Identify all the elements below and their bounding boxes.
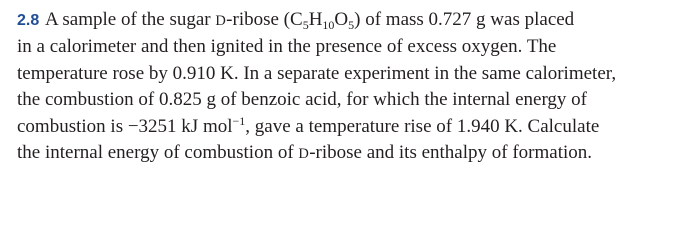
- text-fragment: O: [334, 9, 349, 30]
- text-fragment: -ribose (C: [226, 9, 303, 30]
- problem-line-4: the combustion of 0.825 g of benzoic acid, for which the internal energy of: [17, 89, 588, 111]
- small-caps-d: D: [298, 146, 310, 163]
- problem-line-6: [17, 140, 679, 167]
- text-fragment: combustion is −3251 kJ mol: [17, 115, 233, 137]
- subscript: 5: [302, 18, 309, 32]
- subscript: 10: [322, 18, 335, 32]
- small-caps-d: D: [215, 13, 227, 29]
- problem-line-2: in a calorimeter and then ignited in the presence of excess oxygen. The: [17, 36, 557, 58]
- text-fragment: ) of mass 0.727 g was placed: [354, 9, 575, 30]
- text-fragment: the internal energy of combustion of: [17, 142, 299, 164]
- problem-line-3: temperature rose by 0.910 K. In a separate experiment in the same calorimeter,: [17, 62, 617, 84]
- text-fragment: H: [308, 9, 323, 30]
- text-fragment: -ribose and its enthalpy of formation.: [309, 142, 593, 164]
- subscript: 5: [348, 18, 355, 32]
- problem-text: [17, 7, 679, 167]
- problem-line-5: [17, 114, 679, 140]
- problem-number: 2.8: [17, 12, 40, 29]
- text-fragment: , gave a temperature rise of 1.940 K. Calculate: [245, 115, 600, 137]
- problem-line-1: [17, 7, 679, 34]
- text-fragment: A sample of the sugar: [44, 9, 216, 30]
- superscript: −1: [232, 113, 246, 128]
